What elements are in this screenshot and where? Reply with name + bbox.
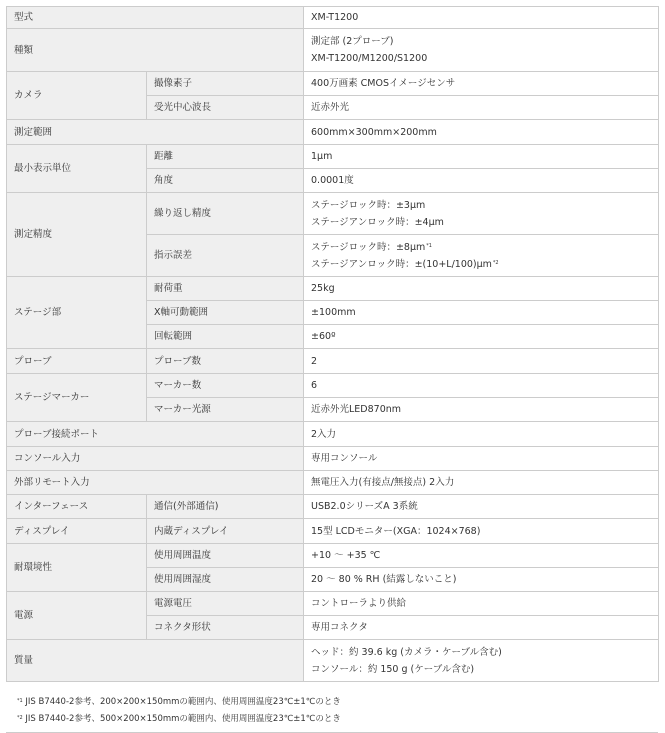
value-line: ステージロック時：±3μm [311,199,426,211]
row-value: 専用コネクタ [304,616,659,640]
sub-label: X軸可動範囲 [147,301,304,325]
footnote [16,694,648,711]
table-row [7,422,659,447]
table-row [7,193,659,235]
table-row [7,349,659,374]
row-label: カメラ [7,72,147,120]
table-row [7,519,659,544]
row-label: ステージマーカー [7,374,147,422]
value-line: XM-T1200/M1200/S1200 [311,53,428,64]
row-label: 測定精度 [7,193,147,277]
row-label: 最小表示単位 [7,145,147,193]
sub-label: 使用周囲湿度 [147,568,304,592]
row-label: コンソール入力 [7,447,304,471]
footnote-mark: *1 [17,698,23,704]
row-value [304,640,659,682]
sub-label: コネクタ形状 [147,616,304,640]
sub-label: 耐荷重 [147,277,304,301]
row-value: ±60º [304,325,659,349]
table-row [7,7,659,29]
value-line: ステージアンロック時：±(10+L/100)μm [311,258,492,270]
value-line: ヘッド：約 39.6 kg (カメラ・ケーブル含む) [311,646,502,658]
footnote-ref: *1 [426,242,432,249]
row-value: コントローラより供給 [304,592,659,616]
sub-label: 電源電圧 [147,592,304,616]
table-row [7,640,659,682]
row-value: 600mm×300mm×200mm [304,120,659,145]
sub-label: マーカー光源 [147,398,304,422]
table-row [7,277,659,301]
row-value: ±100mm [304,301,659,325]
value-line: ステージアンロック時：±4μm [311,216,444,228]
table-row [7,374,659,398]
sub-label: 角度 [147,169,304,193]
row-value: 無電圧入力(有接点/無接点) 2入力 [304,471,659,495]
footnote-text: JIS B7440-2参考、200×200×150mmの範囲内、使用周囲温度23℃±1℃のとき [25,697,341,707]
sub-label: プローブ数 [147,349,304,374]
row-label: ディスプレイ [7,519,147,544]
row-label: プローブ [7,349,147,374]
row-label: インターフェース [7,495,147,519]
table-row [7,120,659,145]
row-value: 1μm [304,145,659,169]
row-value: 2 [304,349,659,374]
row-label: 電源 [7,592,147,640]
sub-label: 繰り返し精度 [147,193,304,235]
spec-table [6,6,659,682]
table-row [7,447,659,471]
table-row [7,145,659,169]
value-line: 測定部 (2プローブ) [311,36,394,47]
value-line: ステージロック時：±8μm [311,241,426,253]
row-value: 近赤外光 [304,96,659,120]
table-row [7,495,659,519]
sub-label: 受光中心波長 [147,96,304,120]
row-label: 種類 [7,29,304,72]
row-value: XM-T1200 [304,7,659,29]
footnote [16,711,648,728]
row-label: 外部リモート入力 [7,471,304,495]
sub-label: マーカー数 [147,374,304,398]
sub-label: 使用周囲温度 [147,544,304,568]
row-label: 測定範囲 [7,120,304,145]
footnotes [6,692,658,733]
row-label: 質量 [7,640,304,682]
table-row [7,29,659,72]
table-row [7,72,659,96]
row-value: 25kg [304,277,659,301]
sub-label: 撮像素子 [147,72,304,96]
row-value: 2入力 [304,422,659,447]
row-label: 耐環境性 [7,544,147,592]
row-value [304,193,659,235]
row-value [304,29,659,72]
sub-label: 距離 [147,145,304,169]
row-value: 20 ～ 80 % RH (結露しないこと) [304,568,659,592]
row-value: 15型 LCDモニター(XGA：1024×768) [304,519,659,544]
row-label: プローブ接続ポート [7,422,304,447]
value-line: コンソール：約 150 g (ケーブル含む) [311,663,475,675]
row-value: 0.0001度 [304,169,659,193]
table-row [7,471,659,495]
footnote-ref: *2 [492,259,499,266]
row-value: 6 [304,374,659,398]
row-value: 専用コンソール [304,447,659,471]
row-value: 近赤外光LED870nm [304,398,659,422]
sub-label: 指示誤差 [147,235,304,277]
table-row [7,592,659,616]
row-label: 型式 [7,7,304,29]
row-value: +10 ～ +35 ℃ [304,544,659,568]
sub-label: 回転範囲 [147,325,304,349]
sub-label: 内蔵ディスプレイ [147,519,304,544]
row-value: USB2.0シリーズA 3系統 [304,495,659,519]
footnote-mark: *2 [17,715,23,721]
row-value: 400万画素 CMOSイメージセンサ [304,72,659,96]
row-value [304,235,659,277]
sub-label: 通信(外部通信) [147,495,304,519]
footnote-text: JIS B7440-2参考、500×200×150mmの範囲内、使用周囲温度23℃±1℃のとき [25,714,341,724]
row-label: ステージ部 [7,277,147,349]
table-row [7,544,659,568]
